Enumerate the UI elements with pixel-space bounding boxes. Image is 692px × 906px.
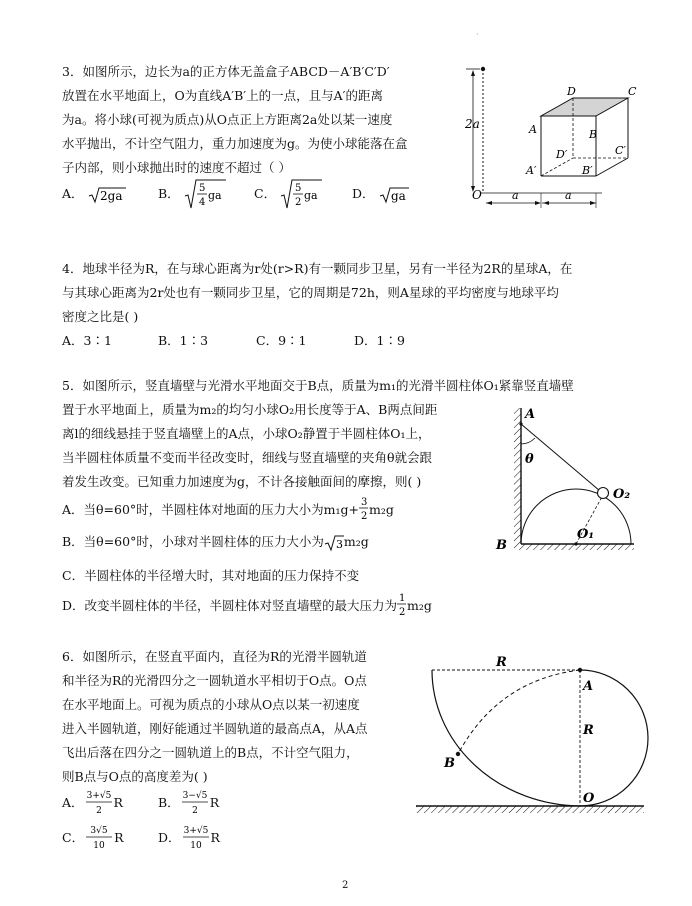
label-a: a: [565, 189, 572, 202]
denominator: 4: [198, 197, 206, 208]
numerator: 5: [198, 183, 206, 194]
q5-line: 当半圆柱体质量不变而半径改变时，细线与竖直墙壁的夹角θ就会跟: [62, 450, 433, 465]
label-A: A: [583, 679, 594, 694]
denominator: 2: [295, 197, 302, 208]
svg-text:2: 2: [191, 806, 198, 816]
label-O2: O₂: [613, 487, 631, 502]
q3-line: 水平抛出，不计空气阻力，重力加速度为g。为使小球能落在盒: [62, 136, 408, 151]
q6-line: 则B点与O点的高度差为( ): [62, 769, 208, 784]
question-3-text: [62, 60, 408, 180]
q5-line: 5．如图所示，竖直墙壁与光滑水平地面交于B点，质量为m₁的光滑半圆柱体O₁紧靠竖直墙壁: [62, 378, 574, 393]
radicand: ga: [207, 189, 222, 202]
q4-line: 与其球心距离为2r处也有一颗同步卫星，它的周期是72h，则A星球的平均密度与地球平均: [62, 285, 559, 300]
numerator: 5: [295, 183, 302, 194]
label-O: O: [583, 791, 595, 806]
svg-text:1: 1: [399, 593, 406, 604]
label-O: O: [472, 188, 482, 202]
label-B: B: [589, 128, 598, 141]
q4-option-a: A．3∶1: [62, 333, 112, 348]
sqrt-symbol: [324, 534, 344, 552]
fraction: [180, 788, 210, 816]
sqrt-fraction-symbol: [280, 178, 322, 210]
label-B-prime: B′: [582, 164, 593, 177]
label-A: A: [525, 407, 536, 422]
question-6-text: [62, 645, 368, 789]
q5-line: 着发生改变。已知重力加速度为g，不计各接触面间的摩擦，则( ): [62, 474, 422, 489]
q3-options: [62, 178, 462, 212]
svg-text:3+√5: 3+√5: [183, 826, 208, 836]
q3-line: 子内部，则小球抛出时的速度不超过（ ）: [62, 160, 291, 175]
q5-line: 离l的细线悬挂于竖直墙壁上的A点，小球O₂静置于半圆柱体O₁上，: [62, 426, 431, 441]
sqrt-fraction-symbol: [184, 178, 226, 210]
label-a: a: [512, 189, 519, 202]
svg-text:2: 2: [95, 806, 102, 816]
svg-text:3: 3: [335, 537, 343, 551]
label-D-prime: D′: [556, 148, 568, 161]
q3-line: 为a。将小球(可视为质点)从O点正上方距离2a处以某一速度: [62, 112, 393, 127]
q5-wall-figure: [490, 402, 640, 554]
svg-text:10: 10: [93, 841, 105, 851]
q3-option-d: D． ga: [352, 184, 409, 204]
svg-text:3√5: 3√5: [90, 826, 108, 836]
q4-line: 4．地球半径为R，在与球心距离为r处(r>R)有一颗同步卫星，另有一半径为2R的星球A，在: [62, 261, 573, 276]
label-O1: O₁: [577, 527, 595, 542]
radicand: 2ga: [99, 188, 122, 203]
label-B: B: [444, 756, 455, 771]
q3-line: 放置在水平地面上，O为直线A′B′上的一点，且与A′的距离: [62, 88, 384, 103]
radicand: ga: [390, 188, 406, 203]
label-B: B: [496, 538, 507, 553]
q6-option-b: B． 3−√5 2 R: [158, 788, 278, 818]
label-2a: 2a: [465, 117, 480, 131]
label-C-prime: C′: [615, 144, 626, 157]
fraction: [359, 494, 369, 522]
q6-option-a: A． 3+√5 2 R: [62, 788, 322, 818]
q5-option-c: C．半圆柱体的半径增大时，其对地面的压力保持不变: [62, 568, 360, 583]
q5-option-a: A．当θ=60°时，半圆柱体对地面的压力大小为m₁g+ 3 2 m₂g: [62, 494, 482, 524]
q6-line: 6．如图所示，在竖直平面内，直径为R的光滑半圆轨道: [62, 649, 367, 664]
q3-line: 3．如图所示，边长为a的正方体无盖盒子ABCD－A′B′C′D′: [62, 64, 390, 79]
page-number: 2: [342, 880, 349, 891]
fraction: [84, 823, 114, 851]
q5-option-b: B．当θ=60°时，小球对半圆柱体的压力大小为 3 m₂g: [62, 534, 369, 551]
q4-line: 密度之比是( ): [62, 309, 139, 324]
fraction: [397, 590, 407, 618]
q4-option-b: B．1∶3: [158, 333, 209, 348]
q6-line: 飞出后落在四分之一圆轨道上的B点，不计空气阻力，: [62, 745, 359, 760]
q3-cube-figure: [462, 58, 654, 208]
q5-line: 置于水平地面上，质量为m₂的均匀小球O₂用长度等于A、B两点间距: [62, 402, 438, 417]
q4-option-d: D．1∶9: [354, 333, 405, 348]
q3-option-b: B． 5 4 ga: [158, 178, 226, 210]
q6-track-figure: [410, 650, 650, 820]
fraction: [84, 788, 114, 816]
q6-option-c: C． 3√5 10 R: [62, 823, 182, 853]
label-R-mid: R: [583, 723, 594, 738]
label-C: C: [628, 85, 637, 98]
label-A-prime: A′: [526, 164, 537, 177]
q6-line: 和半径为R的光滑四分之一圆轨道水平相切于O点。O点: [62, 673, 367, 688]
svg-text:2: 2: [361, 511, 368, 522]
sqrt-symbol: [379, 186, 409, 204]
q4-option-c: C．9∶1: [256, 333, 307, 348]
q3-option-c: C． 5 2 ga: [254, 178, 322, 210]
svg-text:3−√5: 3−√5: [182, 791, 208, 801]
fraction: [181, 823, 211, 851]
label-R-top: R: [496, 655, 507, 670]
q5-option-d: D．改变半圆柱体的半径，半圆柱体对竖直墙壁的最大压力为 1 2 m₂g: [62, 590, 522, 620]
q6-line: 进入半圆轨道，刚好能通过半圆轨道的最高点A，从A点: [62, 721, 368, 736]
question-4-text: [62, 257, 572, 329]
svg-text:10: 10: [189, 841, 202, 851]
q3-option-a: A． 2ga: [62, 184, 126, 204]
label-D: D: [567, 85, 576, 98]
svg-text:3+√5: 3+√5: [86, 791, 111, 801]
svg-text:3: 3: [361, 497, 368, 508]
q4-options: [62, 331, 462, 351]
sqrt-symbol: [88, 186, 126, 204]
svg-text:2: 2: [399, 607, 406, 618]
radicand: ga: [304, 189, 318, 202]
label-A: A: [529, 123, 537, 136]
q6-line: 在水平地面上。可视为质点的小球从O点以某一初速度: [62, 697, 360, 712]
scan-speck: ·: [476, 30, 479, 39]
label-theta: θ: [525, 452, 534, 467]
q6-option-d: D． 3+√5 10 R: [158, 823, 278, 853]
